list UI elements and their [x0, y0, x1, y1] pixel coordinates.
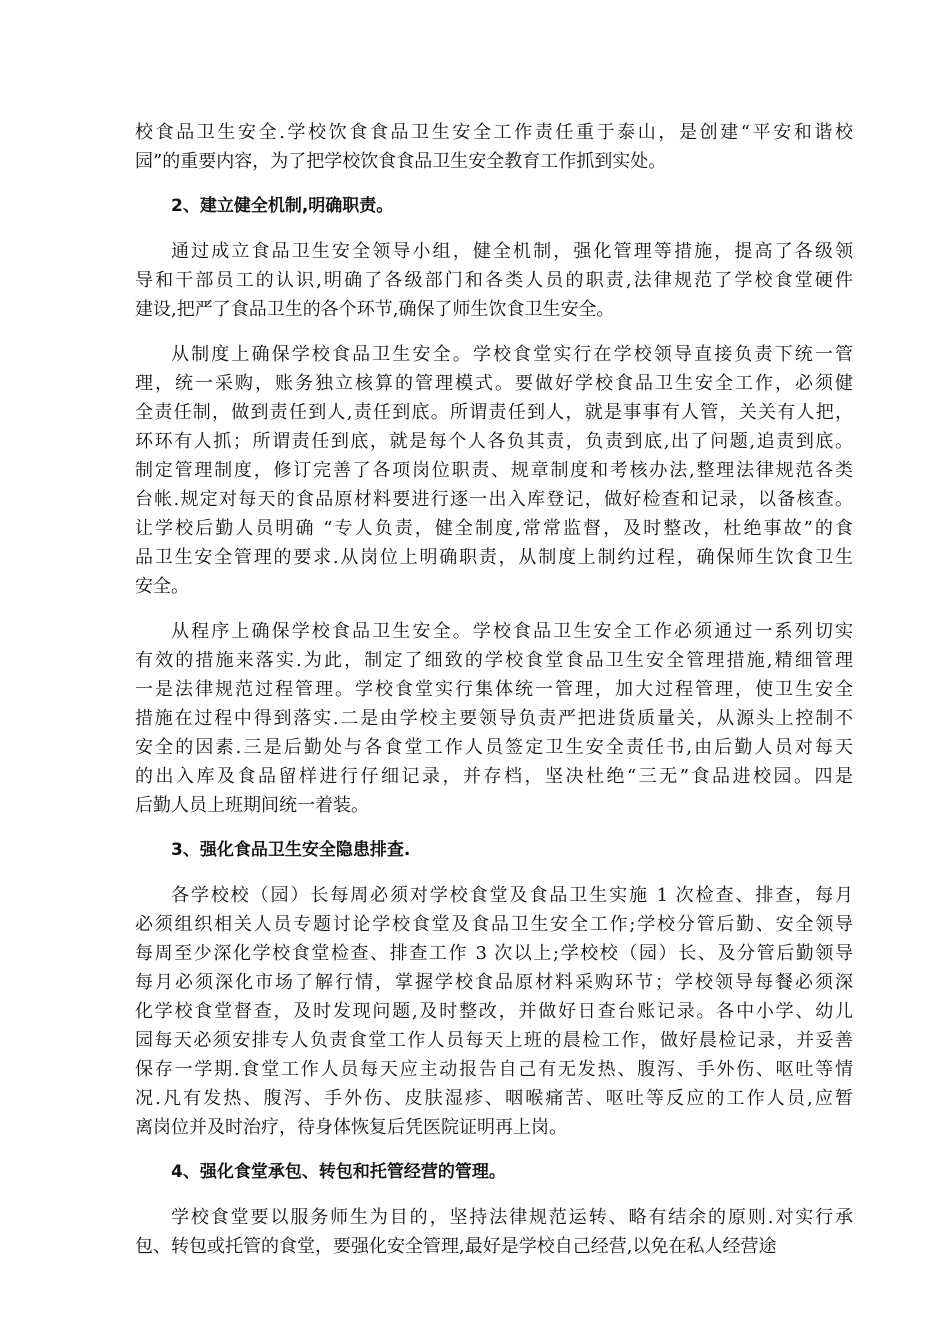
body-paragraph [135, 340, 853, 601]
text-line: 制定管理制度，修订完善了各项岗位职责、规章制度和考核办法,整理法律规范各类 [135, 460, 853, 481]
text-line: 全责任制，做到责任到人,责任到底。所谓责任到人，就是事事有人管，关关有人把， [135, 402, 853, 423]
text-line: 理，统一采购，账务独立核算的管理模式。要做好学校食品卫生安全工作，必须健 [135, 373, 853, 394]
body-paragraph [135, 881, 853, 1142]
text-line: 让学校后勤人员明确 “专人负责，健全制度,常常监督，及时整改，杜绝事故”的食 [135, 518, 853, 539]
section-heading: 3、强化食品卫生安全隐患排查. [171, 840, 411, 860]
text-line: 从制度上确保学校食品卫生安全。学校食堂实行在学校领导直接负责下统一管 [171, 344, 853, 365]
text-line: 从程序上确保学校食品卫生安全。学校食品卫生安全工作必须通过一系列切实 [171, 621, 853, 642]
text-line: 每周至少深化学校食堂检查、排查工作 3 次以上;学校校（园）长、及分管后勤领导 [135, 943, 853, 964]
text-line: 后勤人员上班期间统一着装。 [135, 795, 369, 816]
text-line: 学校食堂要以服务师生为目的，坚持法律规范运转、略有结余的原则.对实行承 [171, 1207, 853, 1228]
text-line: 有效的措施来落实.为此，制定了细致的学校食堂食品卫生安全管理措施,精细管理 [135, 650, 853, 671]
text-line: 保存一学期.食堂工作人员每天应主动报告自己有无发热、腹泻、手外伤、呕吐等情 [135, 1059, 853, 1080]
text-line: 台帐.规定对每天的食品原材料要进行逐一出入库登记，做好检查和记录，以备核查。 [135, 489, 853, 510]
text-line: 各学校校（园）长每周必须对学校食堂及食品卫生实施 1 次检查、排查，每月 [171, 885, 853, 906]
text-line: 通过成立食品卫生安全领导小组，健全机制，强化管理等措施，提高了各级领 [171, 241, 853, 262]
text-line: 品卫生安全管理的要求.从岗位上明确职责，从制度上制约过程，确保师生饮食卫生 [135, 547, 853, 568]
text-line: 况.凡有发热、腹泻、手外伤、皮肤湿疹、咽喉痛苦、呕吐等反应的工作人员,应暂 [135, 1088, 853, 1109]
text-line: 离岗位并及时治疗，待身体恢复后凭医院证明再上岗。 [135, 1117, 567, 1138]
body-paragraph [135, 118, 853, 176]
text-line: 包、转包或托管的食堂，要强化安全管理,最好是学校自己经营,以免在私人经营途 [135, 1236, 777, 1257]
body-paragraph [135, 617, 853, 820]
text-line: 导和干部员工的认识,明确了各级部门和各类人员的职责,法律规范了学校食堂硬件 [135, 270, 853, 291]
text-line: 措施在过程中得到落实.二是由学校主要领导负责严把进货质量关，从源头上控制不 [135, 708, 853, 729]
text-line: 园每天必须安排专人负责食堂工作人员每天上班的晨检工作，做好晨检记录，并妥善 [135, 1030, 853, 1051]
body-paragraph [135, 1203, 853, 1261]
text-line: 校食品卫生安全.学校饮食食品卫生安全工作责任重于泰山，是创建“平安和谐校 [135, 122, 853, 143]
document-page [135, 118, 853, 1277]
text-line: 园”的重要内容，为了把学校饮食食品卫生安全教育工作抓到实处。 [135, 151, 667, 172]
text-line: 每月必须深化市场了解行情，掌握学校食品原材料采购环节；学校领导每餐必须深 [135, 972, 853, 993]
text-line: 安全的因素.三是后勤处与各食堂工作人员签定卫生安全责任书,由后勤人员对每天 [135, 737, 853, 758]
text-line: 环环有人抓；所谓责任到底，就是每个人各负其责，负责到底,出了问题,追责到底。 [135, 431, 853, 452]
text-line: 必须组织相关人员专题讨论学校食堂及食品卫生安全工作;学校分管后勤、安全领导 [135, 914, 853, 935]
text-line: 建设,把严了食品卫生的各个环节,确保了师生饮食卫生安全。 [135, 299, 615, 320]
section-heading: 4、强化食堂承包、转包和托管经营的管理。 [171, 1162, 506, 1182]
text-line: 安全。 [135, 576, 189, 597]
text-line: 的出入库及食品留样进行仔细记录，并存档，坚决杜绝“三无”食品进校园。四是 [135, 766, 853, 787]
section-heading: 2、建立健全机制,明确职责。 [171, 196, 394, 216]
text-line: 化学校食堂督查，及时发现问题,及时整改，并做好日查台账记录。各中小学、幼儿 [135, 1001, 853, 1022]
body-paragraph [135, 237, 853, 324]
text-line: 一是法律规范过程管理。学校食堂实行集体统一管理，加大过程管理，使卫生安全 [135, 679, 853, 700]
